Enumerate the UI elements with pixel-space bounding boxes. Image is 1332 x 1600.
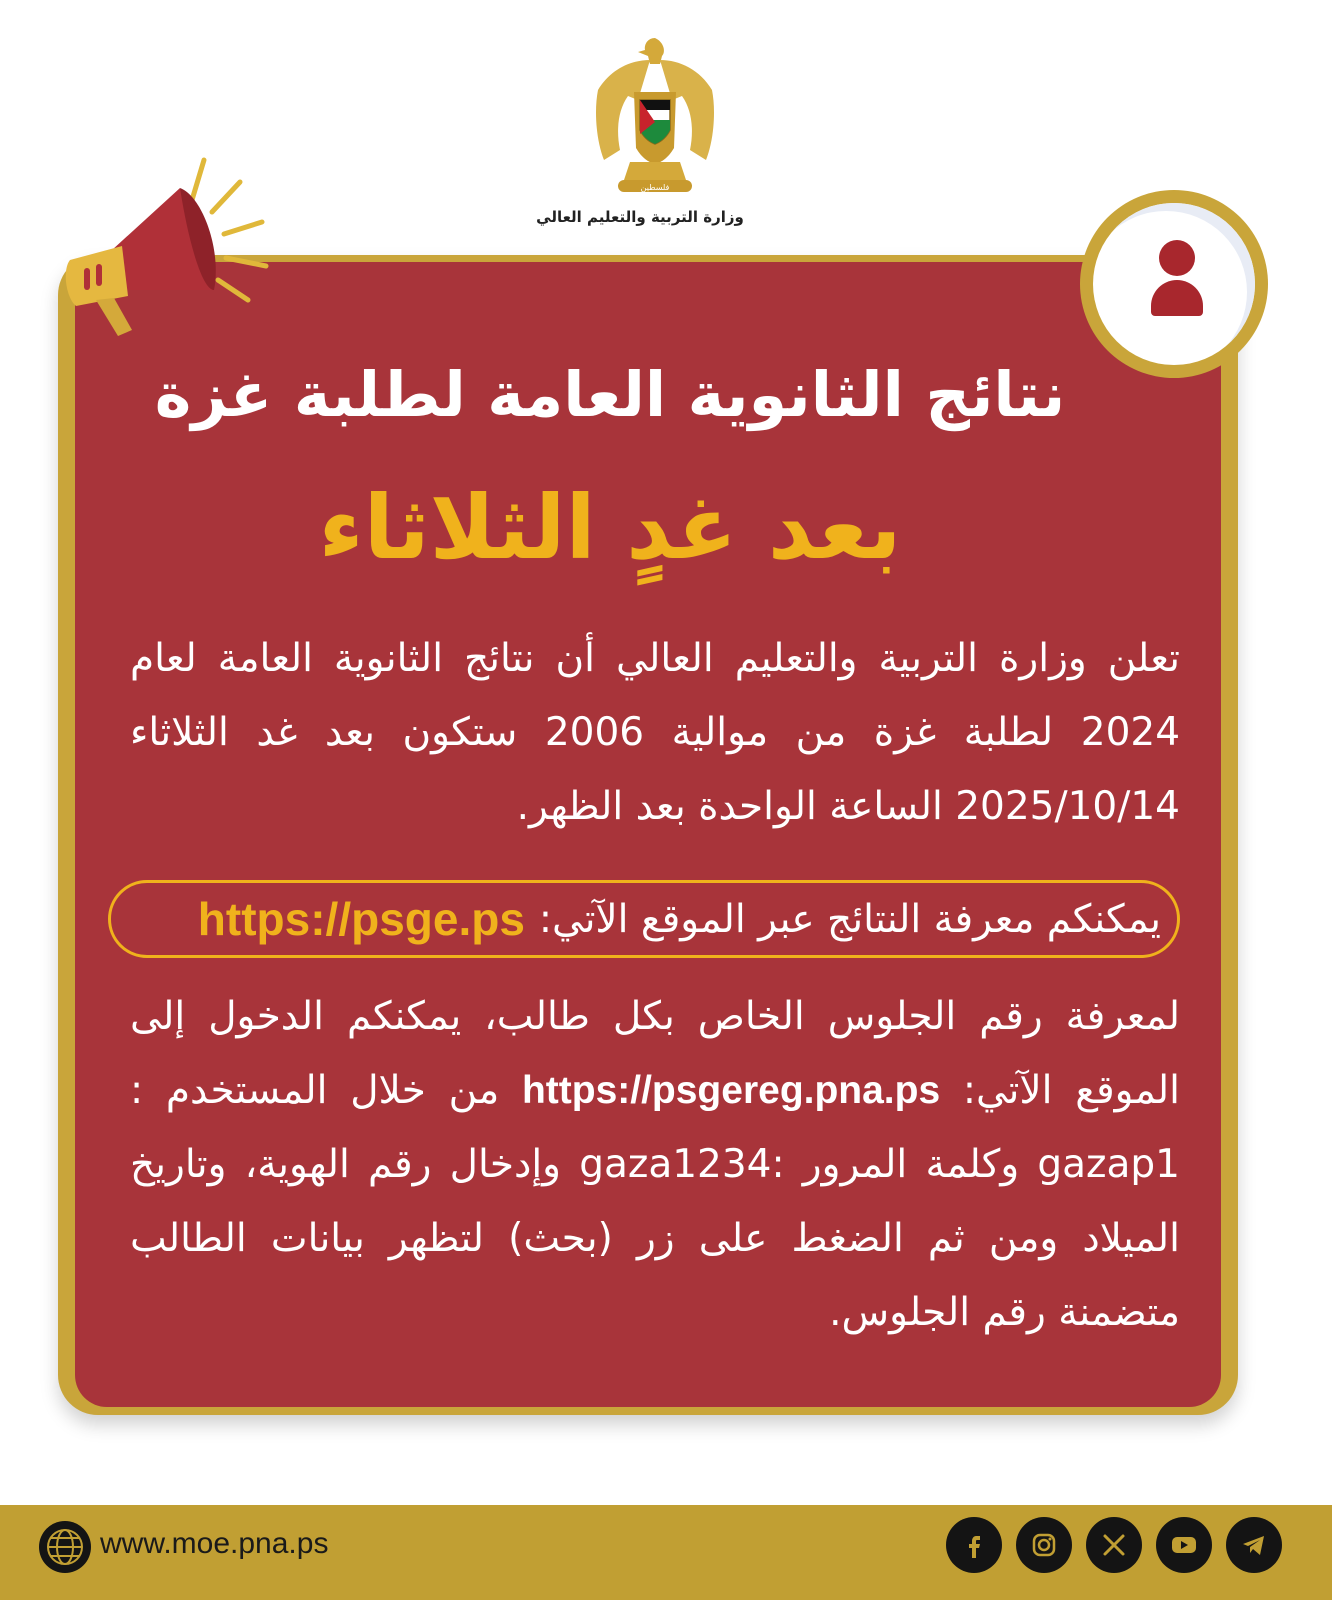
youtube-icon[interactable] [1156,1517,1212,1573]
seat-text-details: من خلال المستخدم : gazap1 وكلمة المرور :gaza1234 وإدخال رقم الهوية، وتاريخ الميلاد ومن ثم الضغط على زر (بحث) لتظهر بيانات الطالب متضمنة رقم الجلوس. [130,1068,1180,1335]
instagram-icon[interactable] [1016,1517,1072,1573]
telegram-icon[interactable] [1226,1517,1282,1573]
page-subtitle: بعد غدٍ الثلاثاء [318,476,902,579]
x-icon[interactable] [1086,1517,1142,1573]
facebook-icon[interactable] [946,1517,1002,1573]
results-link[interactable]: https://psge.ps [197,893,525,945]
person-icon [1159,240,1195,276]
announcement-text: تعلن وزارة التربية والتعليم العالي أن نتائج الثانوية العامة لعام 2024 لطلبة غزة من موالية 2006 ستكون بعد غد الثلاثاء 2025/10/14 الساعة الواحدة بعد الظهر. [130,636,1181,829]
globe-icon [38,1520,92,1574]
website-link[interactable]: www.moe.pna.ps [100,1527,329,1560]
megaphone-icon [52,150,282,340]
results-link-box [108,880,1180,958]
palestine-eagle-emblem [590,30,720,200]
seat-text-intro: لمعرفة رقم الجلوس الخاص بكل طالب، يمكنكم الدخول إلى الموقع الآتي: [130,994,1181,1113]
ministry-name: وزارة التربية والتعليم العالي [536,208,744,226]
page-title: نتائج الثانوية العامة لطلبة غزة [154,358,1066,431]
seat-registration-link[interactable]: https://psgereg.pna.ps [521,1069,941,1112]
results-prompt: يمكنكم معرفة النتائج عبر الموقع الآتي: [538,896,1161,942]
emblem-text: فلسطين [640,183,670,192]
seat-number-instructions [130,980,1180,1350]
